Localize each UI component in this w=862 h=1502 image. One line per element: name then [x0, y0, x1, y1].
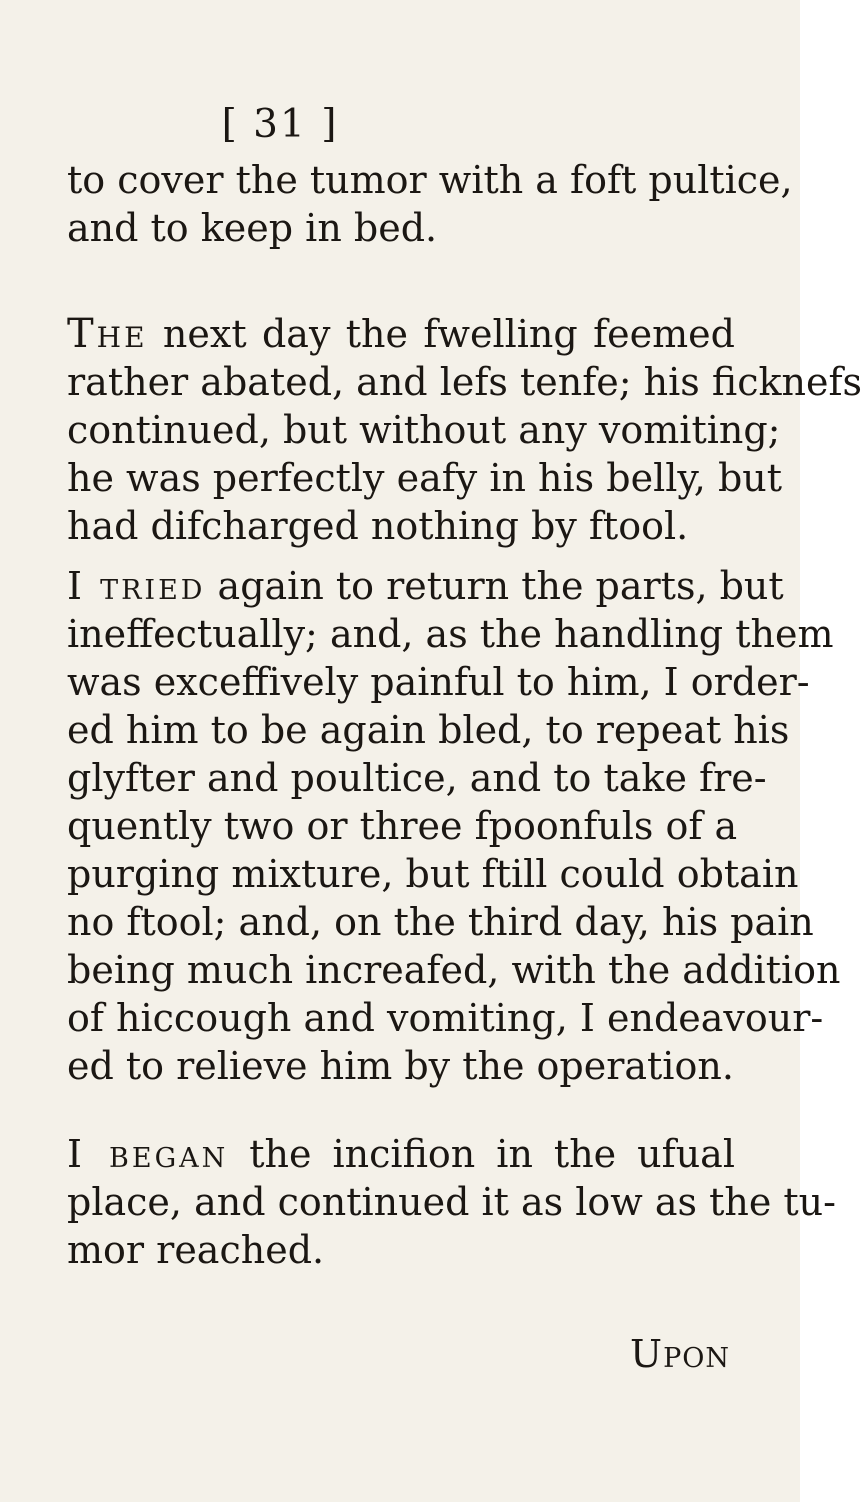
text-line: ed to relieve him by the operation. — [67, 1044, 734, 1088]
text-line: purging mixture, but ftill could obtain — [67, 852, 799, 896]
paragraph-4 — [67, 1130, 836, 1274]
text-line: and to keep in bed. — [67, 206, 438, 250]
catchword: Upon — [630, 1332, 730, 1376]
paragraph-opening-line — [67, 1130, 735, 1178]
paragraph-opening-line — [67, 310, 735, 358]
text-line: mor reached. — [67, 1228, 325, 1272]
text-line: quently two or three fpoonfuls of a — [67, 804, 738, 848]
text-line: no ftool; and, on the third day, his pain — [67, 900, 814, 944]
paragraph-2 — [67, 310, 862, 550]
text-line: rather abated, and lefs tenfe; his ficknefs — [67, 360, 862, 404]
text-line: continued, but without any vomiting; — [67, 408, 781, 452]
text-line: of hiccough and vomiting, I endeavour- — [67, 996, 824, 1040]
paragraph-1 — [67, 156, 793, 252]
first-line-text: again to return the parts, but — [205, 564, 784, 608]
text-line: ineffectually; and, as the handling them — [67, 612, 834, 656]
text-line: glyfter and poultice, and to take fre- — [67, 756, 767, 800]
lead-word: I tried — [67, 564, 206, 608]
first-line-text: next day the fwelling feemed — [147, 312, 735, 356]
text-line: was exceffively painful to him, I order- — [67, 660, 810, 704]
text-line: to cover the tumor with a foft pultice, — [67, 158, 793, 202]
text-line: had difcharged nothing by ftool. — [67, 504, 689, 548]
text-line: being much increafed, with the addition — [67, 948, 841, 992]
text-line: he was perfectly eafy in his belly, but — [67, 456, 783, 500]
first-line-text: the incifion in the ufual — [228, 1132, 735, 1176]
text-line: place, and continued it as low as the tu- — [67, 1180, 836, 1224]
page-number: [ 31 ] — [221, 102, 339, 147]
paragraph-opening-line — [67, 562, 784, 610]
lead-word: I began — [67, 1132, 229, 1176]
paragraph-3 — [67, 562, 841, 1090]
text-line: ed him to be again bled, to repeat his — [67, 708, 790, 752]
lead-word: The — [67, 311, 148, 357]
